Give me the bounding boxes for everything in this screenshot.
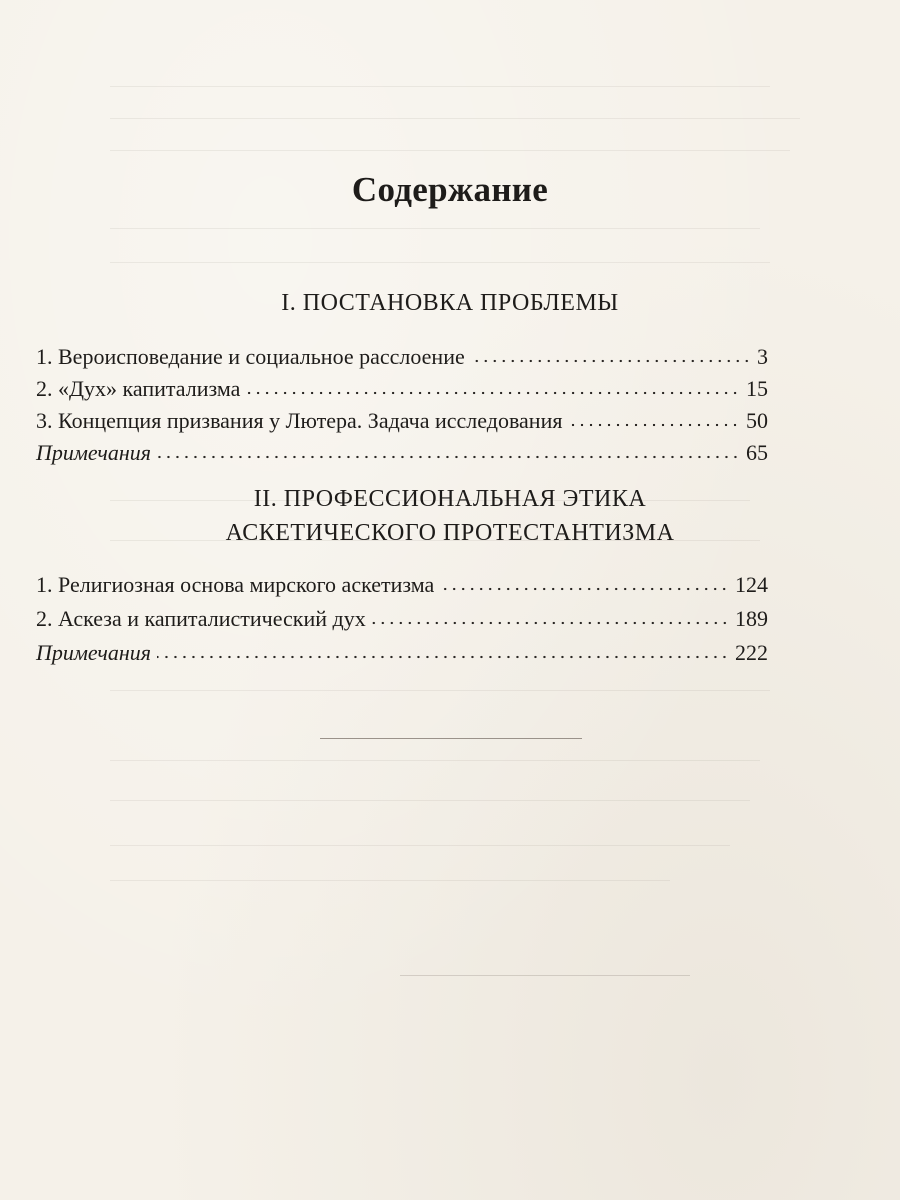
section-heading-part-1	[0, 286, 900, 320]
dot-leader	[471, 358, 751, 364]
section-heading-part-2	[0, 482, 900, 550]
toc-entry-notes[interactable]	[36, 432, 768, 466]
dot-leader	[246, 390, 740, 396]
page-title: Содержание	[351, 170, 549, 209]
section-heading-line: II. ПРОФЕССИОНАЛЬНАЯ ЭТИКА	[253, 486, 647, 512]
dot-leader	[157, 654, 729, 660]
toc-entry-page: 50	[746, 408, 768, 433]
dot-leader	[440, 586, 729, 592]
toc-entry[interactable]	[36, 598, 768, 632]
toc-entry[interactable]	[36, 336, 768, 370]
toc-entry-page: 222	[735, 640, 768, 665]
toc-entry-page: 3	[757, 344, 768, 369]
toc-entry-page: 124	[735, 572, 768, 597]
toc-entry-label: 1. Религиозная основа мирского аскетизма	[36, 572, 435, 597]
toc-entry-page: 189	[735, 606, 768, 631]
toc-entry[interactable]	[36, 564, 768, 598]
dot-leader	[372, 620, 729, 626]
section-heading-line: АСКЕТИЧЕСКОГО ПРОТЕСТАНТИЗМА	[225, 520, 675, 546]
toc-entry-page: 15	[746, 376, 768, 401]
dot-leader	[568, 422, 740, 428]
toc-entry-label: 2. «Дух» капитализма	[36, 376, 241, 401]
toc-entry[interactable]	[36, 368, 768, 402]
section-heading-line: I. ПОСТАНОВКА ПРОБЛЕМЫ	[281, 290, 619, 316]
dot-leader	[157, 454, 740, 460]
toc-entry-label: 2. Аскеза и капиталистический дух	[36, 606, 366, 631]
toc-entry-label: 3. Концепция призвания у Лютера. Задача исследования	[36, 408, 563, 433]
toc-entry-notes[interactable]	[36, 632, 768, 666]
toc-entry-label: Примечания	[36, 440, 152, 465]
toc-entry-label: Примечания	[36, 640, 152, 665]
toc-entry[interactable]	[36, 400, 768, 434]
divider-faint	[400, 975, 690, 976]
closing-rule	[320, 738, 582, 739]
toc-entry-label: 1. Вероисповедание и социальное расслоение	[36, 344, 465, 369]
toc-entry-page: 65	[746, 440, 768, 465]
